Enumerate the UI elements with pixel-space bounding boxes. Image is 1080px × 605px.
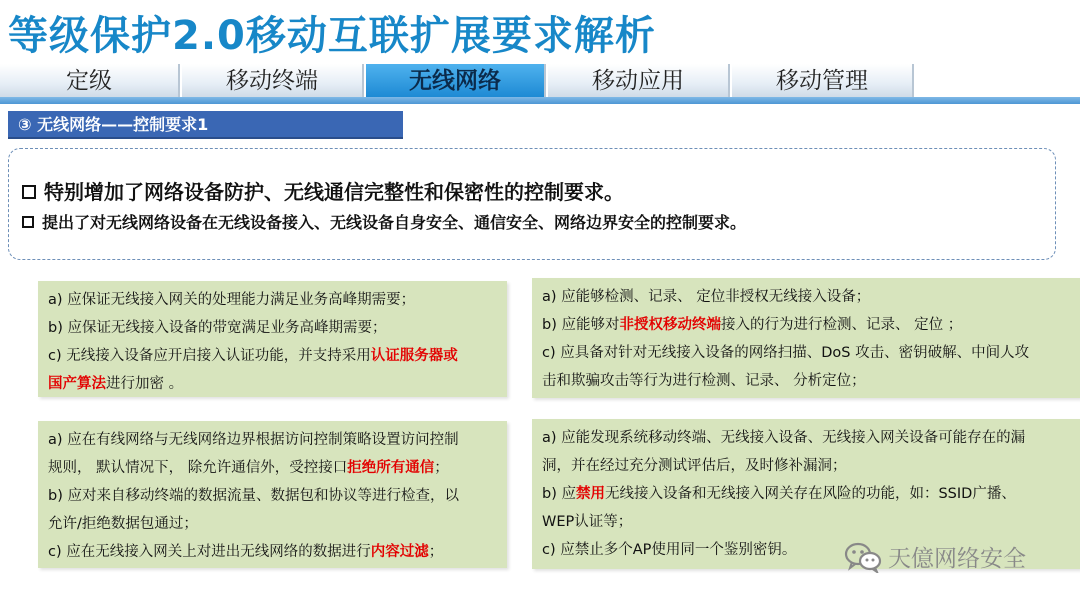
requirement-box-detection — [532, 278, 1080, 398]
list-item: b) 应禁用无线接入设备和无线接入网关存在风险的功能，如：SSID广播、 — [542, 486, 1016, 502]
tab-mobile-app[interactable]: 移动应用 — [548, 64, 730, 97]
list-item: c) 无线接入设备应开启接入认证功能，并支持采用认证服务器或 — [48, 348, 458, 364]
list-item: c) 应禁止多个AP使用同一个鉴别密钥。 — [542, 542, 797, 558]
requirement-box-access-gateway — [38, 281, 507, 397]
tab-wireless-network[interactable]: 无线网络 — [366, 64, 546, 97]
highlight-text: 内容过滤 — [370, 544, 429, 560]
highlight-text: 国产算法 — [48, 376, 106, 392]
list-item: b) 应保证无线接入设备的带宽满足业务高峰期需要； — [48, 320, 387, 336]
list-item: a) 应能够检测、记录、 定位非授权无线接入设备； — [542, 289, 871, 305]
list-item: c) 应具备对针对无线接入设备的网络扫描、DoS 攻击、密钥破解、中间人攻 — [542, 345, 1030, 361]
tab-grading[interactable]: 定级 — [0, 64, 180, 97]
tab-mobile-management[interactable]: 移动管理 — [732, 64, 914, 97]
summary-bullet-2 — [22, 210, 746, 233]
tab-underline — [0, 97, 1080, 104]
list-item: 国产算法进行加密 。 — [48, 376, 184, 392]
tab-mobile-terminal[interactable]: 移动终端 — [182, 64, 364, 97]
highlight-text: 认证服务器或 — [370, 348, 458, 364]
summary-bullet-1 — [22, 176, 624, 205]
highlight-text: 拒绝所有通信 — [347, 460, 435, 476]
tab-bar — [0, 64, 1080, 100]
list-item: a) 应保证无线接入网关的处理能力满足业务高峰期需要； — [48, 292, 416, 308]
checkbox-bullet-icon — [22, 185, 36, 199]
list-item: b) 应对来自移动终端的数据流量、数据包和协议等进行检查，以 — [48, 488, 459, 504]
list-item: a) 应在有线网络与无线网络边界根据访问控制策略设置访问控制 — [48, 432, 459, 448]
list-item: 允许/拒绝数据包通过； — [48, 516, 198, 532]
list-item: WEP认证等； — [542, 514, 633, 530]
watermark-text: 天億网络安全 — [888, 546, 1026, 572]
requirement-box-boundary — [38, 421, 507, 568]
highlight-text: 非授权移动终端 — [619, 317, 721, 333]
list-item: 洞，并在经过充分测试评估后，及时修补漏洞； — [542, 458, 847, 474]
section-label: ③ 无线网络——控制要求1 — [8, 111, 403, 139]
checkbox-bullet-icon — [22, 216, 34, 228]
list-item: c) 应在无线接入网关上对进出无线网络的数据进行内容过滤； — [48, 544, 444, 560]
list-item: b) 应能够对非授权移动终端接入的行为进行检测、记录、 定位 ； — [542, 317, 963, 333]
list-item: a) 应能发现系统移动终端、无线接入设备、无线接入网关设备可能存在的漏 — [542, 430, 1026, 446]
summary-bullet-1-text: 特别增加了网络设备防护、无线通信完整性和保密性的控制要求。 — [44, 180, 624, 204]
watermark — [844, 540, 1026, 573]
list-item: 击和欺骗攻击等行为进行检测、记录、 分析定位； — [542, 373, 866, 389]
wechat-icon — [844, 541, 882, 573]
summary-bullet-2-text: 提出了对无线网络设备在无线设备接入、无线设备自身安全、通信安全、网络边界安全的控制要求。 — [42, 213, 747, 232]
page-title: 等级保护2.0移动互联扩展要求解析 — [8, 13, 656, 59]
list-item: 规则， 默认情况下， 除允许通信外，受控接口拒绝所有通信； — [48, 460, 449, 476]
highlight-text: 禁用 — [575, 486, 605, 502]
